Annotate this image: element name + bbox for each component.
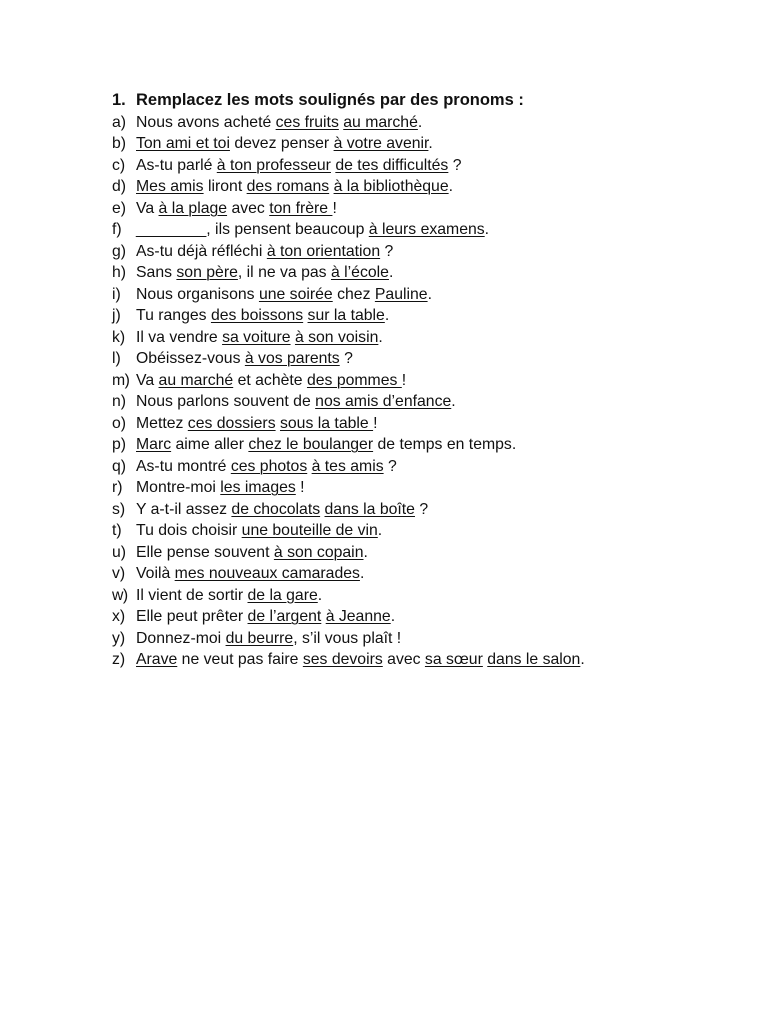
underlined-words: dans la boîte — [324, 500, 415, 518]
exercise-item — [112, 198, 732, 220]
underlined-words: sa voiture — [222, 328, 291, 346]
item-sentence — [136, 587, 322, 604]
exercise-item — [112, 241, 732, 263]
sentence-text: avec — [382, 651, 425, 668]
item-letter: p) — [112, 436, 127, 453]
exercise-item — [112, 477, 732, 499]
sentence-text: Tu dois choisir — [136, 522, 242, 539]
item-sentence — [136, 415, 377, 432]
item-sentence — [136, 135, 433, 152]
underlined-words: des romans — [246, 178, 330, 195]
exercise-item — [112, 413, 732, 435]
sentence-text: Nous avons acheté — [136, 113, 276, 131]
sentence-text: . — [378, 328, 383, 346]
sentence-text: Va — [136, 199, 159, 217]
sentence-text: et achète — [233, 371, 307, 389]
sentence-text: Mettez — [136, 414, 188, 432]
sentence-text: ne veut pas faire — [177, 651, 303, 668]
exercise-item — [112, 520, 732, 542]
item-sentence — [136, 307, 389, 324]
sentence-text: . — [417, 113, 423, 131]
sentence-text: ! — [401, 371, 407, 389]
sentence-text: liront — [203, 178, 247, 195]
item-sentence — [136, 608, 395, 625]
sentence-text: Elle peut prêter — [136, 608, 248, 625]
underlined-words: ces dossiers — [187, 414, 276, 432]
exercise-item — [112, 585, 732, 607]
item-sentence — [136, 436, 516, 453]
underlined-words: au marché — [343, 113, 418, 131]
underlined-words: les images — [220, 479, 296, 496]
exercise-instruction: Remplacez les mots soulignés par des pronoms : — [136, 91, 524, 109]
exercise-item — [112, 391, 732, 413]
sentence-text: . — [428, 135, 433, 152]
sentence-text: Va — [136, 371, 159, 389]
item-sentence — [136, 243, 393, 260]
underlined-words: du beurre — [225, 629, 294, 647]
item-letter: j) — [112, 307, 121, 324]
exercise-item — [112, 284, 732, 306]
underlined-words: à tes amis — [311, 457, 384, 475]
underlined-words: de tes difficultés — [335, 156, 449, 174]
exercise-item — [112, 563, 732, 585]
exercise-item — [112, 606, 732, 628]
sentence-text: . — [384, 307, 390, 324]
item-letter: t) — [112, 522, 122, 539]
sentence-text: As-tu montré — [136, 457, 231, 475]
item-sentence — [136, 329, 383, 346]
underlined-words: dans le salon — [487, 651, 581, 668]
item-sentence — [136, 544, 368, 561]
underlined-words: à son voisin — [294, 328, 379, 346]
item-sentence — [136, 286, 432, 303]
sentence-text: . — [451, 393, 456, 410]
item-sentence — [136, 522, 382, 539]
sentence-text: ? — [339, 350, 353, 367]
sentence-text: . — [363, 543, 368, 561]
exercise-item — [112, 456, 732, 478]
sentence-text: As-tu déjà réfléchi — [136, 242, 267, 260]
underlined-words: au marché — [158, 371, 234, 389]
item-sentence — [136, 458, 397, 475]
exercise-item — [112, 262, 732, 284]
underlined-words: sa sœur — [424, 651, 483, 668]
sentence-text: Elle pense souvent — [136, 543, 274, 561]
sentence-text: Sans — [136, 264, 177, 281]
sentence-text: As-tu parlé — [136, 156, 217, 174]
item-letter: e) — [112, 199, 127, 217]
exercise-item — [112, 112, 732, 134]
item-letter: z) — [112, 651, 126, 668]
sentence-text: Montre-moi — [136, 479, 221, 496]
underlined-words: à l’école — [330, 264, 389, 281]
item-sentence — [136, 221, 489, 238]
underlined-words: sous la table — [279, 414, 374, 432]
underlined-words: ces fruits — [275, 113, 339, 131]
underlined-words: Mes amis — [136, 178, 204, 195]
item-sentence — [136, 178, 453, 195]
exercise-item — [112, 628, 732, 650]
item-letter: w) — [112, 586, 128, 604]
sentence-text: . — [388, 264, 394, 281]
item-letter: m) — [112, 371, 130, 389]
exercise-item — [112, 176, 732, 198]
sentence-text: aime aller — [171, 436, 249, 453]
item-letter: f) — [112, 221, 122, 238]
item-letter: l) — [112, 350, 121, 367]
sentence-text: Obéissez-vous — [136, 350, 245, 367]
underlined-words: à votre avenir — [333, 135, 429, 152]
underlined-words: Ton ami et toi — [136, 135, 230, 152]
underlined-words: une soirée — [258, 285, 333, 303]
underlined-words: à leurs examens — [368, 221, 485, 238]
sentence-text: ? — [383, 457, 397, 475]
item-sentence — [136, 630, 401, 647]
underlined-words: ses devoirs — [302, 651, 383, 668]
item-sentence — [136, 157, 462, 174]
item-letter: b) — [112, 135, 127, 152]
item-letter: c) — [112, 156, 126, 174]
sentence-text: Y a-t-il assez — [136, 500, 232, 518]
sentence-text: ! — [332, 199, 337, 217]
underlined-words: de la gare — [247, 586, 318, 604]
exercise-item — [112, 348, 732, 370]
sentence-text: Nous parlons souvent de — [136, 393, 316, 410]
underlined-words: Marc — [136, 436, 172, 453]
item-letter: k) — [112, 328, 126, 346]
item-sentence — [136, 501, 428, 518]
exercise-1 — [112, 90, 732, 671]
sentence-text: . — [484, 221, 490, 238]
sentence-text: . — [427, 285, 432, 303]
underlined-words: ton frère — [269, 199, 333, 217]
item-letter: q) — [112, 457, 127, 475]
sentence-text: . — [317, 586, 323, 604]
item-sentence — [136, 350, 353, 367]
item-sentence — [136, 114, 422, 131]
sentence-text: , s’il vous plaît ! — [293, 629, 402, 647]
exercise-title — [112, 90, 732, 112]
item-letter: o) — [112, 414, 127, 432]
underlined-words: à Jeanne — [325, 608, 391, 625]
sentence-text: devez penser — [229, 135, 334, 152]
sentence-text: chez — [332, 285, 375, 303]
sentence-text: . — [580, 651, 585, 668]
item-sentence — [136, 393, 456, 410]
underlined-words: à vos parents — [244, 350, 340, 367]
sentence-text: Nous organisons — [136, 285, 259, 303]
sentence-text: ! — [373, 414, 378, 432]
item-letter: h) — [112, 264, 127, 281]
item-letter: g) — [112, 242, 127, 260]
item-sentence — [136, 372, 406, 389]
sentence-text: Il va vendre — [136, 328, 223, 346]
sentence-text: . — [359, 565, 365, 582]
underlined-words: à ton orientation — [266, 242, 381, 260]
sentence-text: Il vient de sortir — [136, 586, 248, 604]
item-sentence — [136, 565, 364, 582]
underlined-words: son père — [176, 264, 238, 281]
underlined-words: à la plage — [158, 199, 228, 217]
exercise-item — [112, 542, 732, 564]
underlined-words: de chocolats — [231, 500, 321, 518]
underlined-words: Pauline — [374, 285, 428, 303]
exercise-item — [112, 649, 732, 671]
item-letter: v) — [112, 565, 126, 582]
exercise-item — [112, 133, 732, 155]
underlined-words: nos amis d’enfance — [315, 393, 452, 410]
sentence-text: ? — [448, 156, 462, 174]
sentence-text: Tu ranges — [136, 307, 211, 324]
item-sentence — [136, 264, 393, 281]
sentence-text: de temps en temps. — [373, 436, 517, 453]
item-letter: u) — [112, 543, 127, 561]
sentence-text: Donnez-moi — [136, 629, 226, 647]
exercise-item-list — [112, 112, 732, 671]
sentence-text: . — [448, 178, 454, 195]
underlined-words: sur la table — [307, 307, 385, 324]
underlined-words: des boissons — [210, 307, 304, 324]
item-sentence — [136, 479, 305, 496]
exercise-item — [112, 327, 732, 349]
underlined-words: mes nouveaux camarades — [174, 565, 360, 582]
exercise-item — [112, 434, 732, 456]
exercise-item — [112, 499, 732, 521]
item-letter: n) — [112, 393, 127, 410]
sentence-text: ________, ils pensent beaucoup — [136, 221, 369, 238]
underlined-words: Arave — [136, 651, 178, 668]
underlined-words: chez le boulanger — [248, 436, 374, 453]
sentence-text: ? — [414, 500, 429, 518]
sentence-text: avec — [227, 199, 270, 217]
sentence-text: ? — [380, 242, 394, 260]
underlined-words: des pommes — [306, 371, 402, 389]
underlined-words: à ton professeur — [216, 156, 331, 174]
sentence-text: ! — [295, 479, 305, 496]
exercise-item — [112, 155, 732, 177]
item-letter: r) — [112, 479, 123, 496]
underlined-words: à son copain — [273, 543, 364, 561]
item-letter: s) — [112, 500, 126, 518]
sentence-text: . — [390, 608, 396, 625]
sentence-text: . — [377, 522, 383, 539]
underlined-words: une bouteille de vin — [241, 522, 378, 539]
exercise-item — [112, 370, 732, 392]
underlined-words: à la bibliothèque — [333, 178, 449, 195]
underlined-words: de l’argent — [247, 608, 322, 625]
exercise-item — [112, 305, 732, 327]
item-letter: y) — [112, 629, 126, 647]
item-letter: x) — [112, 608, 126, 625]
item-sentence — [136, 200, 337, 217]
item-letter: i) — [112, 285, 121, 303]
sentence-text: , il ne va pas — [237, 264, 331, 281]
exercise-item — [112, 219, 732, 241]
underlined-words: ces photos — [230, 457, 308, 475]
item-letter: d) — [112, 178, 127, 195]
exercise-number: 1. — [112, 91, 126, 109]
item-sentence — [136, 651, 585, 668]
sentence-text: Voilà — [136, 565, 175, 582]
item-letter: a) — [112, 113, 127, 131]
